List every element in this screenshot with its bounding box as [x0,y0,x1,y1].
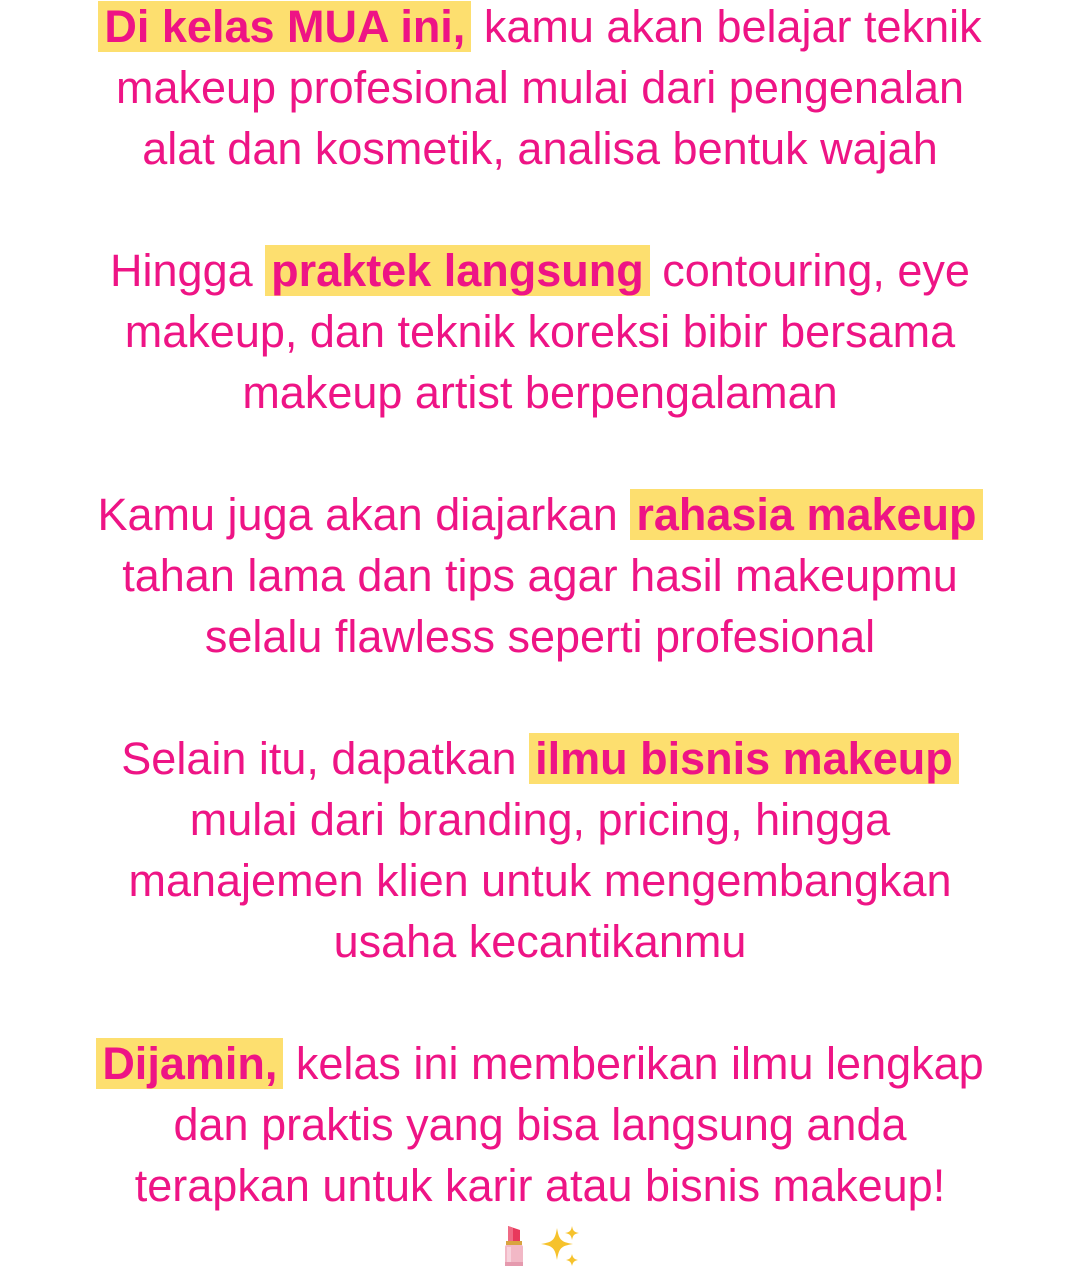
text-line [60,1033,1020,1094]
highlight-mua-class: Di kelas MUA ini, [98,1,471,52]
text-line: dan praktis yang bisa langsung anda [173,1099,907,1150]
paragraph-guarantee [60,1033,1020,1277]
highlight-guarantee: Dijamin, [96,1038,283,1089]
text-segment: contouring, eye [649,245,970,296]
text-line: selalu flawless seperti profesional [204,611,876,662]
promo-text-block [60,0,1020,1277]
text-line [60,484,1020,545]
highlight-business: ilmu bisnis makeup [529,733,959,784]
text-segment: Kamu juga akan diajarkan [97,489,631,540]
paragraph-intro [60,0,1020,179]
text-line: mulai dari branding, pricing, hingga [189,794,891,845]
text-segment: kelas ini memberikan ilmu lengkap [283,1038,984,1089]
text-line: makeup artist berpengalaman [242,367,838,418]
text-line: usaha kecantikanmu [333,916,747,967]
text-line: manajemen klien untuk mengembangkan [128,855,952,906]
text-line: tahan lama dan tips agar hasil makeupmu [122,550,958,601]
lipstick-icon [499,1224,529,1268]
text-line: makeup, dan teknik koreksi bibir bersama [124,306,956,357]
paragraph-practice [60,240,1020,423]
text-line [60,0,1020,57]
text-line: terapkan untuk karir atau bisnis makeup! [134,1160,946,1211]
text-segment: kamu akan belajar teknik [471,1,982,52]
paragraph-secrets [60,484,1020,667]
highlight-secrets: rahasia makeup [630,489,982,540]
text-line: alat dan kosmetik, analisa bentuk wajah [142,123,938,174]
text-segment: Hingga [110,245,266,296]
text-line [60,240,1020,301]
sparkles-icon [539,1224,581,1268]
paragraph-business [60,728,1020,972]
emoji-row [60,1216,1020,1277]
highlight-practice: praktek langsung [265,245,650,296]
text-segment: Selain itu, dapatkan [121,733,530,784]
text-line [60,728,1020,789]
text-line: makeup profesional mulai dari pengenalan [115,62,965,113]
